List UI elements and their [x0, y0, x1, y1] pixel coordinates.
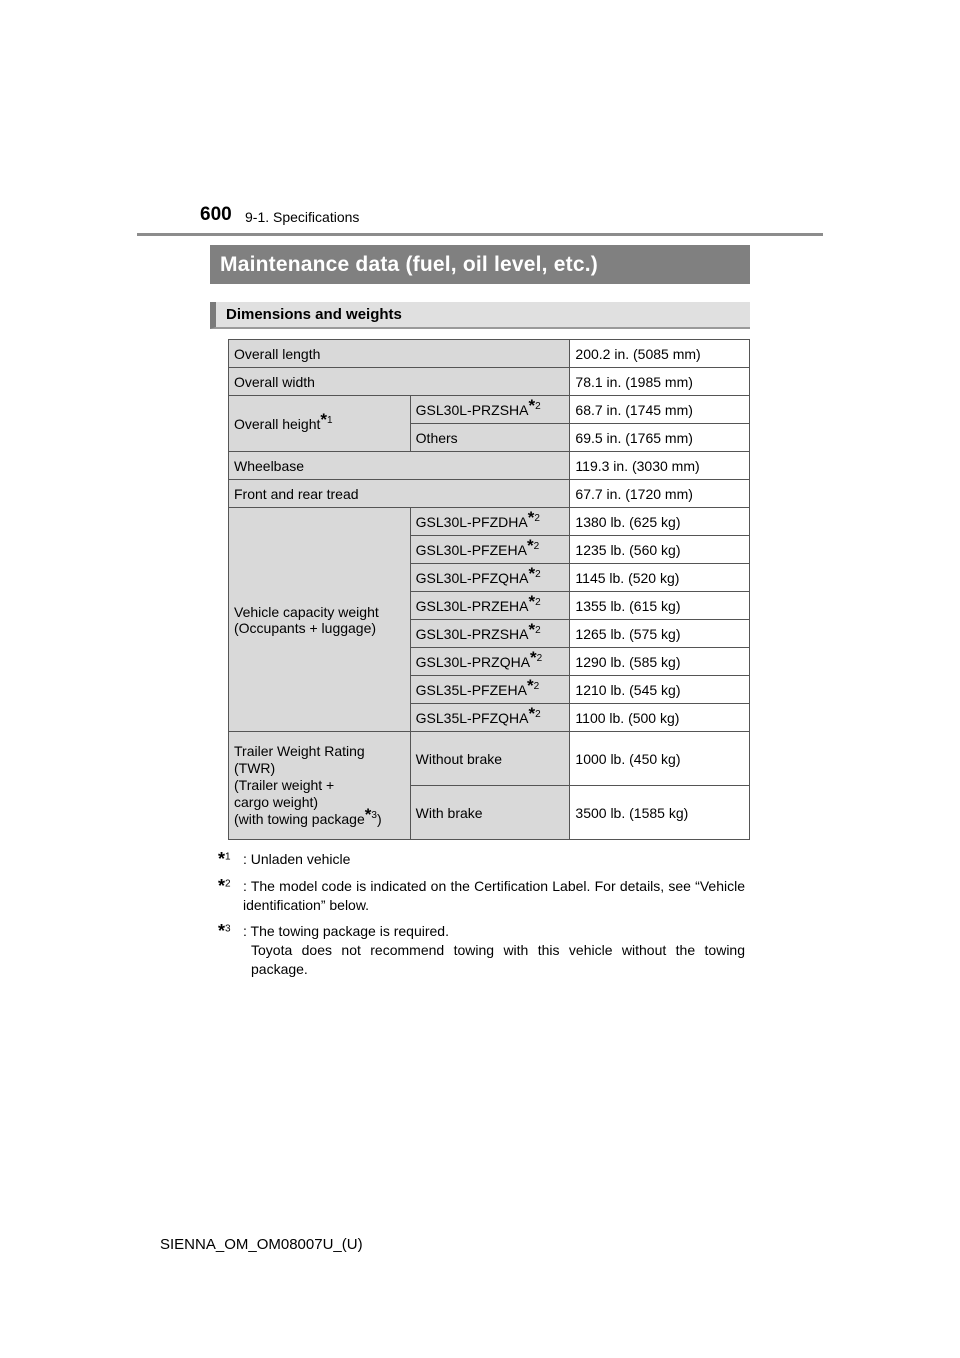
model-code: GSL30L-PRZEHA$^{*2}$	[410, 592, 570, 620]
row-label: Trailer Weight Rating (TWR) (Trailer weight + cargo weight) (with towing package$^{*3}$)	[229, 732, 411, 840]
row-label: Overall width	[229, 368, 570, 396]
row-value: 200.2 in. (5085 mm)	[570, 340, 750, 368]
footnote-marker: *$^3$	[218, 921, 231, 941]
footnote-3	[218, 922, 745, 979]
row-value: 1100 lb. (500 kg)	[570, 704, 750, 732]
header-rule	[137, 233, 823, 236]
model-code: GSL30L-PFZEHA$^{*2}$	[410, 536, 570, 564]
model-code: GSL30L-PRZQHA$^{*2}$	[410, 648, 570, 676]
page-title: Maintenance data (fuel, oil level, etc.)	[210, 245, 750, 284]
condition: With brake	[410, 786, 570, 840]
model-code: GSL30L-PFZDHA$^{*2}$	[410, 508, 570, 536]
row-value: 1380 lb. (625 kg)	[570, 508, 750, 536]
footnote-marker: *$^2$	[218, 876, 231, 896]
row-value: 1265 lb. (575 kg)	[570, 620, 750, 648]
table-row	[229, 368, 750, 396]
row-label: Overall height$^{*1}$	[229, 396, 411, 452]
footnote-text: : The model code is indicated on the Certification Label. For details, see “Vehicle identification” below.	[243, 878, 745, 913]
row-label: Front and rear tread	[229, 480, 570, 508]
specs-table	[228, 339, 750, 840]
row-value: 1290 lb. (585 kg)	[570, 648, 750, 676]
table-row	[229, 732, 750, 786]
row-value: 1000 lb. (450 kg)	[570, 732, 750, 786]
row-label: Overall length	[229, 340, 570, 368]
row-value: 67.7 in. (1720 mm)	[570, 480, 750, 508]
row-value: 1210 lb. (545 kg)	[570, 676, 750, 704]
row-value: 1235 lb. (560 kg)	[570, 536, 750, 564]
section-title: 9-1. Specifications	[245, 209, 360, 225]
table-row	[229, 396, 750, 424]
row-label: Vehicle capacity weight (Occupants + luggage)	[229, 508, 411, 732]
row-value: 3500 lb. (1585 kg)	[570, 786, 750, 840]
footnote-1	[218, 850, 745, 869]
model-code: GSL30L-PRZSHA$^{*2}$	[410, 396, 570, 424]
model-code: GSL35L-PFZQHA$^{*2}$	[410, 704, 570, 732]
table-row	[229, 480, 750, 508]
row-value: 1145 lb. (520 kg)	[570, 564, 750, 592]
row-value: 1355 lb. (615 kg)	[570, 592, 750, 620]
row-value: 119.3 in. (3030 mm)	[570, 452, 750, 480]
row-value: 69.5 in. (1765 mm)	[570, 424, 750, 452]
subheading: Dimensions and weights	[210, 302, 750, 329]
table-row	[229, 508, 750, 536]
footer-doc-code: SIENNA_OM_OM08007U_(U)	[160, 1236, 363, 1253]
row-label: Wheelbase	[229, 452, 570, 480]
model-code: GSL30L-PFZQHA$^{*2}$	[410, 564, 570, 592]
page-number: 600	[200, 204, 232, 225]
model-code: Others	[410, 424, 570, 452]
model-code: GSL35L-PFZEHA$^{*2}$	[410, 676, 570, 704]
table-row	[229, 340, 750, 368]
footnote-marker: *$^1$	[218, 849, 231, 869]
model-code: GSL30L-PRZSHA$^{*2}$	[410, 620, 570, 648]
footnote-text: : The towing package is required. Toyota does not recommend towing with this vehicle without the towing package.	[243, 923, 745, 977]
row-value: 68.7 in. (1745 mm)	[570, 396, 750, 424]
condition: Without brake	[410, 732, 570, 786]
table-row	[229, 452, 750, 480]
footnote-text: : Unladen vehicle	[243, 851, 351, 867]
row-value: 78.1 in. (1985 mm)	[570, 368, 750, 396]
footnote-2	[218, 877, 745, 915]
